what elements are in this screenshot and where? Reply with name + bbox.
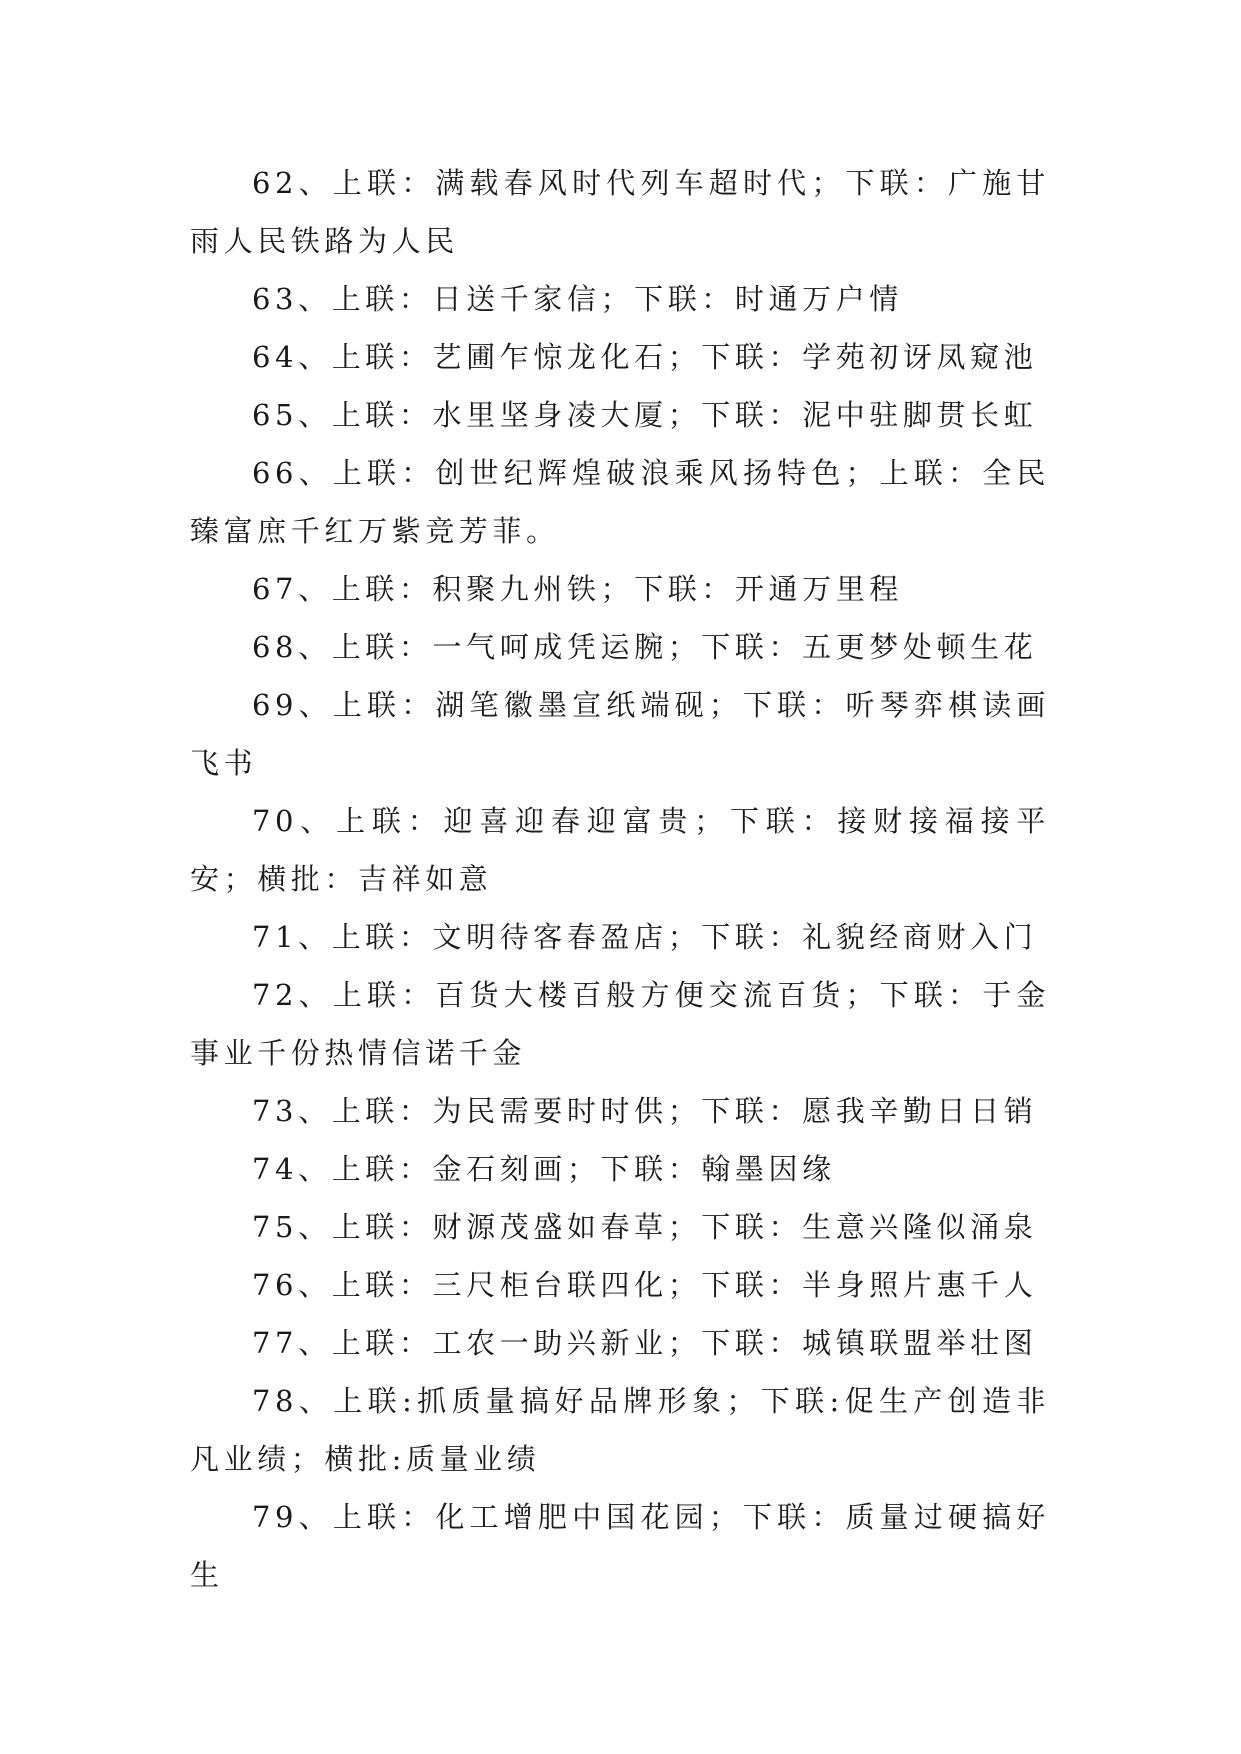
couplet-list bbox=[190, 154, 1050, 1604]
couplet-entry-76: 76、上联：三尺柜台联四化；下联：半身照片惠千人 bbox=[252, 1268, 1038, 1302]
couplet-entry-69: 69、上联：湖笔徽墨宣纸端砚；下联：听琴弈棋读画飞书 bbox=[190, 688, 1050, 780]
couplet-entry-67: 67、上联：积聚九州铁；下联：开通万里程 bbox=[252, 572, 903, 606]
couplet-entry-79: 79、上联：化工增肥中国花园；下联：质量过硬搞好生 bbox=[190, 1500, 1050, 1592]
couplet-entry-77: 77、上联：工农一助兴新业；下联：城镇联盟举壮图 bbox=[252, 1326, 1038, 1360]
couplet-entry-66: 66、上联：创世纪辉煌破浪乘风扬特色；上联：全民臻富庶千红万紫竞芳菲。 bbox=[190, 456, 1050, 548]
couplet-entry-64: 64、上联：艺圃乍惊龙化石；下联：学苑初讶凤窥池 bbox=[252, 340, 1038, 374]
couplet-entry-74: 74、上联：金石刻画；下联：翰墨因缘 bbox=[252, 1152, 836, 1186]
couplet-entry-71: 71、上联：文明待客春盈店；下联：礼貌经商财入门 bbox=[252, 920, 1038, 954]
couplet-entry-78: 78、上联:抓质量搞好品牌形象；下联:促生产创造非凡业绩；横批:质量业绩 bbox=[190, 1384, 1050, 1476]
couplet-entry-70: 70、上联：迎喜迎春迎富贵；下联：接财接福接平安；横批：吉祥如意 bbox=[190, 804, 1050, 896]
couplet-entry-68: 68、上联：一气呵成凭运腕；下联：五更梦处顿生花 bbox=[252, 630, 1038, 664]
couplet-entry-73: 73、上联：为民需要时时供；下联：愿我辛勤日日销 bbox=[252, 1094, 1038, 1128]
couplet-entry-72: 72、上联：百货大楼百般方便交流百货；下联：于金事业千份热情信诺千金 bbox=[190, 978, 1050, 1070]
couplet-entry-62: 62、上联：满载春风时代列车超时代；下联：广施甘雨人民铁路为人民 bbox=[190, 166, 1050, 258]
couplet-entry-63: 63、上联：日送千家信；下联：时通万户情 bbox=[252, 282, 903, 316]
couplet-entry-75: 75、上联：财源茂盛如春草；下联：生意兴隆似涌泉 bbox=[252, 1210, 1038, 1244]
couplet-entry-65: 65、上联：水里坚身凌大厦；下联：泥中驻脚贯长虹 bbox=[252, 398, 1038, 432]
